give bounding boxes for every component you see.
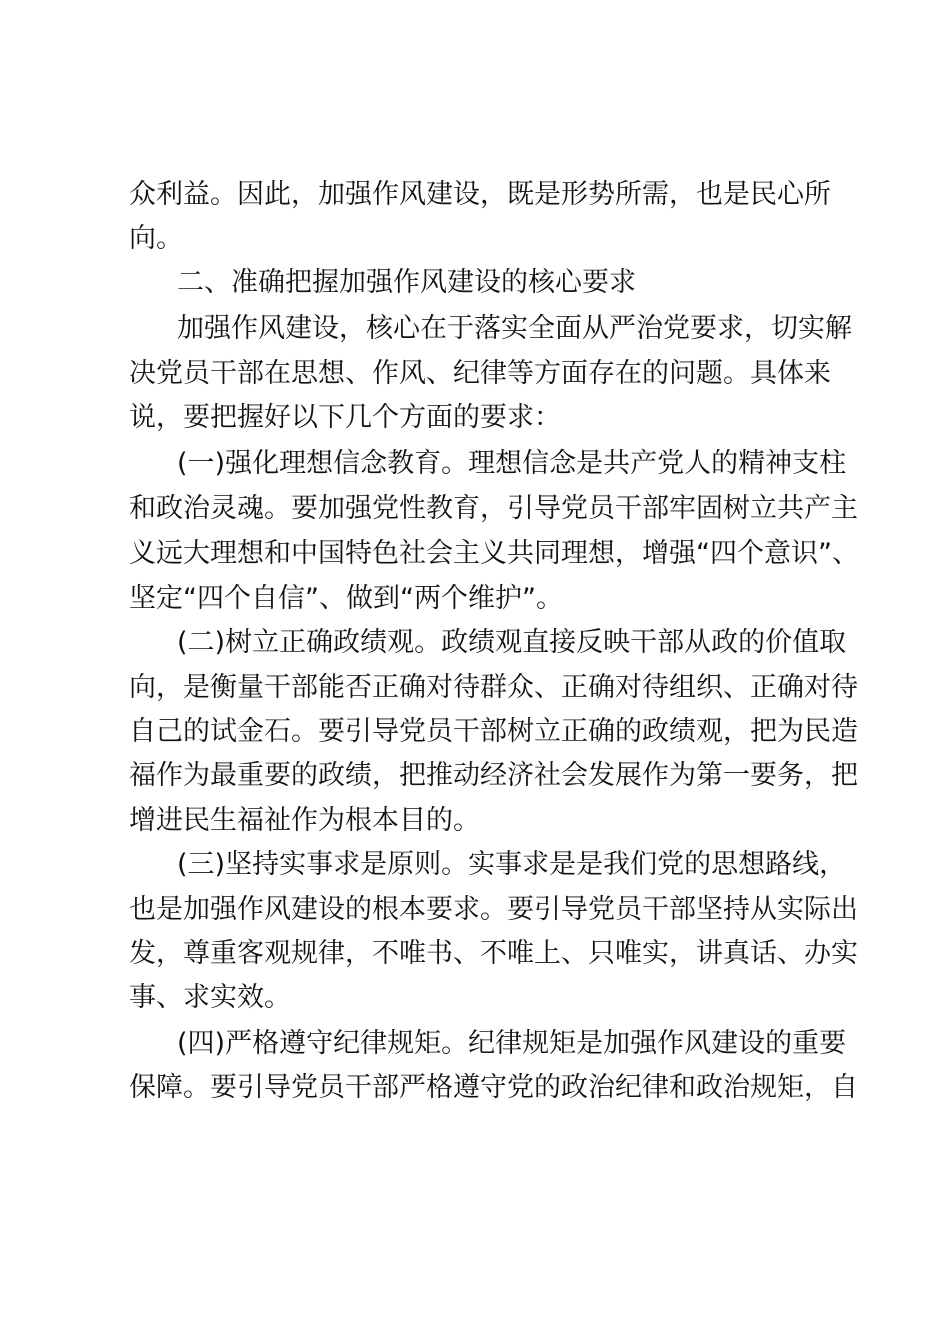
paragraph-line: 自己的试金石。要引导党员干部树立正确的政绩观，把为民造: [129, 716, 858, 747]
paragraph-line: (四)严格遵守纪律规矩。纪律规矩是加强作风建设的重要: [177, 1028, 847, 1059]
paragraph-line: 发，尊重客观规律，不唯书、不唯上、只唯实，讲真话、办实: [129, 938, 858, 969]
paragraph-line: (二)树立正确政绩观。政绩观直接反映干部从政的价值取: [177, 627, 847, 658]
paragraph-line: (一)强化理想信念教育。理想信念是共产党人的精神支柱: [177, 448, 847, 479]
paragraph-line: 坚定“四个自信”、做到“两个维护”。: [129, 583, 563, 614]
paragraph-line: 向。: [129, 223, 183, 254]
paragraph-line: 说，要把握好以下几个方面的要求：: [129, 402, 561, 433]
paragraph-line: 增进民生福祉作为根本目的。: [129, 805, 480, 836]
paragraph-line: 向，是衡量干部能否正确对待群众、正确对待组织、正确对待: [129, 672, 858, 703]
paragraph-line: (三)坚持实事求是原则。实事求是是我们党的思想路线，: [177, 849, 847, 880]
paragraph-line: 义远大理想和中国特色社会主义共同理想，增强“四个意识”、: [129, 538, 859, 569]
section-heading: 二、准确把握加强作风建设的核心要求: [177, 267, 636, 298]
paragraph-line: 和政治灵魂。要加强党性教育，引导党员干部牢固树立共产主: [129, 493, 858, 524]
paragraph-line: 加强作风建设，核心在于落实全面从严治党要求，切实解: [177, 313, 852, 344]
paragraph-line: 事、求实效。: [129, 982, 291, 1013]
paragraph-line: 众利益。因此，加强作风建设，既是形势所需，也是民心所: [129, 179, 831, 210]
paragraph-line: 也是加强作风建设的根本要求。要引导党员干部坚持从实际出: [129, 894, 858, 925]
paragraph-line: 福作为最重要的政绩，把推动经济社会发展作为第一要务，把: [129, 760, 858, 791]
paragraph-line: 保障。要引导党员干部严格遵守党的政治纪律和政治规矩，自: [129, 1072, 858, 1103]
paragraph-line: 决党员干部在思想、作风、纪律等方面存在的问题。具体来: [129, 358, 831, 389]
